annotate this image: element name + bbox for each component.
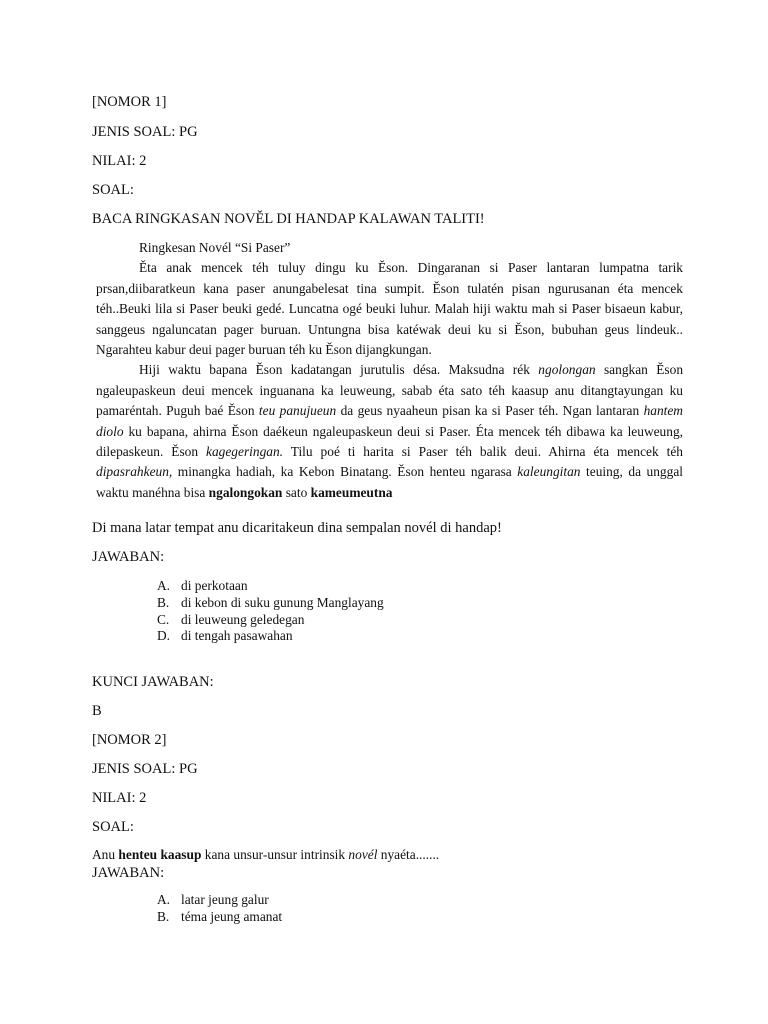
novel-summary [96,238,683,503]
q1-kunci-label: KUNCI JAWABAN: [92,674,214,690]
q2-question: Anu henteu kaasup kana unsur-unsur intrinsik novél nyaéta....... [92,847,440,862]
q1-nilai: NILAI: 2 [92,153,147,169]
q1-jenis-soal: JENIS SOAL: PG [92,124,198,140]
q2-jenis-soal: JENIS SOAL: PG [92,761,198,777]
summary-title: Ringkesan Novél “Si Paser” [139,240,291,255]
q2-jawaban-label: JAWABAN: [92,865,165,881]
q1-nomor: [NOMOR 1] [92,94,167,110]
q2-option-a[interactable]: A. latar jeung galur [157,892,269,907]
option-a[interactable]: A. di perkotaan [157,578,248,593]
q2-nilai: NILAI: 2 [92,790,147,806]
option-c[interactable]: C. di leuweung geledegan [157,611,305,627]
q2-option-b[interactable]: B. téma jeung amanat [157,908,283,924]
q2-nomor: [NOMOR 2] [92,732,167,748]
q1-question: Di mana latar tempat anu dicaritakeun dina sempalan novél di handap! [92,520,502,536]
q1-options [157,578,384,645]
option-d[interactable]: D. di tengah pasawahan [157,628,293,644]
q2-block [92,846,439,882]
summary-paragraph-2: Hiji waktu bapana Ěson kadatangan jurutulis désa. Maksudna rék ngolongan sangkan Ěson ngaleupaskeun deui mencek inguanana ka leuweung, sabab éta sato téh kaasup anu ditangtayungan ku pamaréntah. Puguh baé Ěson teu panujueun da geus nyaaheun pisan ka si Paser téh. Ngan lantaran hantem diolo ku bapana, ahirna Ěson daékeun ngaleupaskeun deui si Paser. Éta mencek téh dibawa ka leuweung, dilepaskeun. Ěson kagegeringan. Tilu poé ti harita si Paser téh balik deui. Ahirna éta mencek téh dipasrahkeun, minangka hadiah, ka Kebon Binatang. Ěson henteu ngarasa kaleungitan teuing, da unggal waktu manéhna bisa ngalongokan sato kameumeutna [96,362,684,500]
summary-paragraph-1: Ěta anak mencek téh tuluy dingu ku Ěson. Dingaranan si Paser lantaran lumpatna tarik prsan,diibaratkeun kana paser anungabelesat tina sumpit. Ěson tulatén pisan ngurusanan éta mencek téh..Beuki lila si Paser beuki gedé. Luncatna ogé beuki luhur. Malah hiji waktu mah si Paser bisaeun kabur, sanggeus ngaluncatan pager buruan. Untungna bisa katéwak deui ku si Ěson, bubuhan geus lindeuk.. Ngarahteu kabur deui pager buruan téh ku Ěson dijangkungan. [96,260,683,358]
q1-soal-label: SOAL: [92,182,134,198]
q1-jawaban-label: JAWABAN: [92,549,165,565]
option-b[interactable]: B. di kebon di suku gunung Manglayang [157,594,384,610]
q1-kunci-value: B [92,703,102,719]
q1-instruction: BACA RINGKASAN NOVĚL DI HANDAP KALAWAN TALITI! [92,211,485,227]
q2-soal-label: SOAL: [92,819,134,835]
q2-options [157,892,282,926]
